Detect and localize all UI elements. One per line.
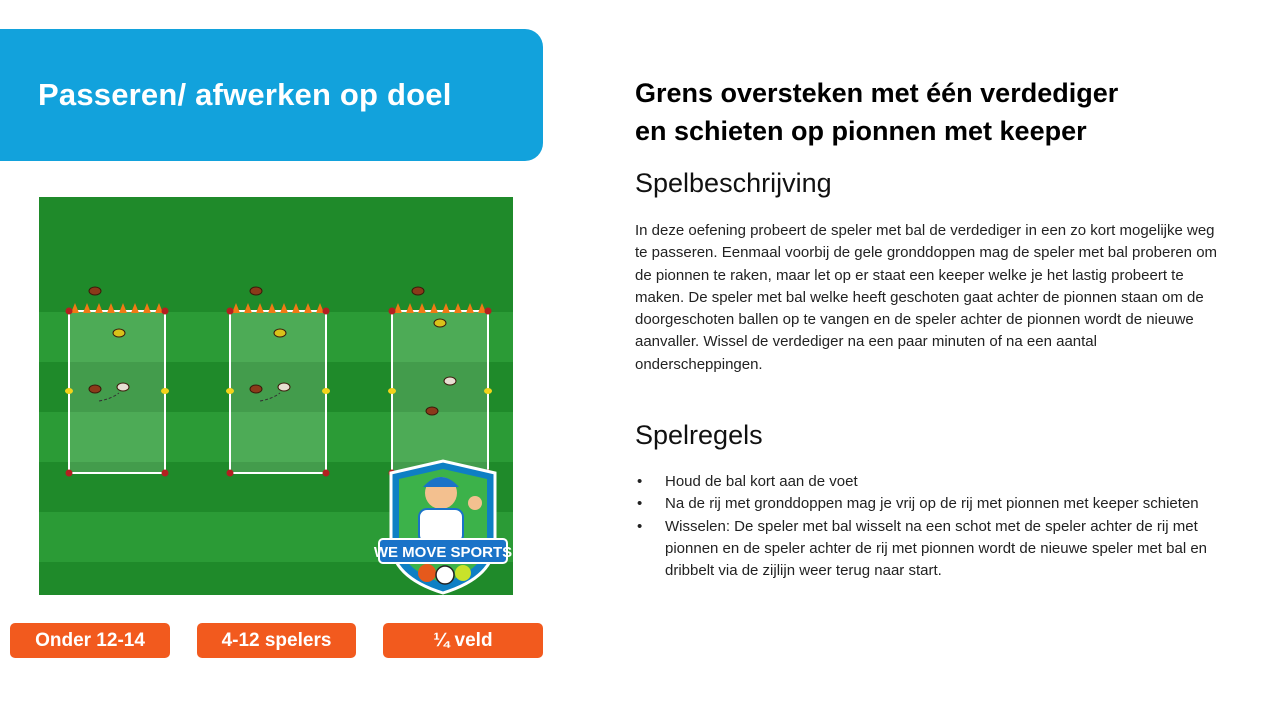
corner-marker-icon xyxy=(66,470,73,477)
yellow-disc-icon xyxy=(484,388,492,394)
corner-marker-icon xyxy=(323,308,330,315)
thumbs-up-icon xyxy=(468,496,482,510)
pitch-diagram xyxy=(39,197,513,595)
player-icon xyxy=(426,407,438,415)
football-icon xyxy=(436,566,454,584)
corner-marker-icon xyxy=(389,308,396,315)
drill-lanes xyxy=(65,287,492,477)
page-title: Passeren/ afwerken op doel xyxy=(38,77,452,112)
lane-area xyxy=(392,311,488,473)
rule-item: • Na de rij met gronddoppen mag je vrij op de rij met pionnen met keeper schieten xyxy=(635,493,1225,515)
tennis-ball-icon xyxy=(455,565,471,581)
player-icon xyxy=(278,383,290,391)
description-title: Spelbeschrijving xyxy=(635,168,832,198)
corner-marker-icon xyxy=(227,308,234,315)
player-icon xyxy=(434,319,446,327)
corner-marker-icon xyxy=(227,470,234,477)
yellow-disc-icon xyxy=(322,388,330,394)
corner-marker-icon xyxy=(323,470,330,477)
bullet-icon: • xyxy=(637,517,643,535)
rules-title: Spelregels xyxy=(635,420,763,450)
player-icon xyxy=(250,287,262,295)
player-icon xyxy=(412,287,424,295)
corner-marker-icon xyxy=(485,308,492,315)
yellow-disc-icon xyxy=(65,388,73,394)
bullet-icon: • xyxy=(637,495,643,513)
corner-marker-icon xyxy=(66,308,73,315)
bullet-icon: • xyxy=(637,473,643,490)
heading-line-2: en schieten op pionnen met keeper xyxy=(635,116,1087,146)
age-tag: Onder 12-14 xyxy=(10,623,170,658)
logo-text: WE MOVE SPORTS xyxy=(373,544,513,561)
description-text: In deze oefening probeert de speler met bal de verdediger in een zo kort mogelijke weg te passeren. Eenmaal voorbij de gele gronddoppen mag de speler met bal proberen om de pionnen te raken, maar let op er staat een keeper welke je het lastig probeert te maken. De speler met bal welke heeft geschoten gaat achter de pionnen staan om de doorgeschoten ballen op te vangen en de speler achter de pionnen wordt de nieuwe aanvaller. Wissel de verdediger na een paar minuten of na een aantal onderscheppingen. xyxy=(635,222,1218,373)
field-size-tag: ¼ veld xyxy=(383,623,543,658)
players-tag: 4-12 spelers xyxy=(197,623,356,658)
player-icon xyxy=(113,329,125,337)
exercise-heading xyxy=(635,74,1235,150)
title-banner xyxy=(0,29,543,161)
player-icon xyxy=(89,385,101,393)
drill-diagram xyxy=(39,197,513,595)
player-icon xyxy=(444,377,456,385)
yellow-disc-icon xyxy=(161,388,169,394)
player-icon xyxy=(250,385,262,393)
corner-marker-icon xyxy=(162,308,169,315)
basketball-icon xyxy=(418,564,436,582)
corner-marker-icon xyxy=(162,470,169,477)
player-icon xyxy=(274,329,286,337)
rule-item: • Houd de bal kort aan de voet xyxy=(635,471,1225,493)
rules-list xyxy=(635,471,1225,582)
yellow-disc-icon xyxy=(226,388,234,394)
mascot-body-icon xyxy=(419,509,463,543)
player-icon xyxy=(89,287,101,295)
player-icon xyxy=(117,383,129,391)
rule-item: • Wisselen: De speler met bal wisselt na een schot met de speler achter de rij met pionnen en de speler achter de rij met pionnen wordt de nieuwe speler met bal en dribbelt via de zijlijn weer terug naar start. xyxy=(637,517,1208,580)
heading-line-1: Grens oversteken met één verdediger xyxy=(635,78,1119,108)
yellow-disc-icon xyxy=(388,388,396,394)
